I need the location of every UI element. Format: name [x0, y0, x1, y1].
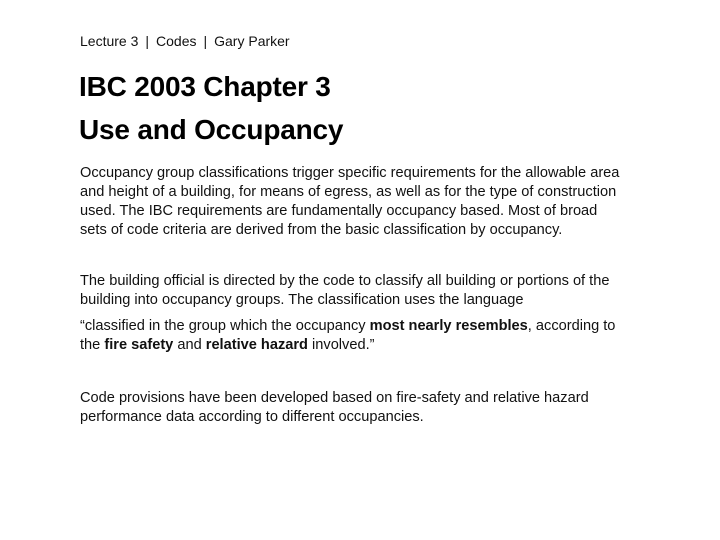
- text-line: Code provisions have been developed based on fire-safety and relative hazard: [80, 390, 589, 406]
- author-label: Gary Parker: [214, 33, 290, 49]
- slide-title-line-2: Use and Occupancy: [79, 114, 344, 145]
- lecture-label: Lecture 3: [80, 33, 139, 49]
- emphasis-relative-hazard: relative hazard: [205, 337, 308, 353]
- text-line: [80, 317, 650, 336]
- quote-text: and: [173, 337, 206, 353]
- text-line: sets of code criteria are derived from the basic classification by occupancy.: [80, 222, 563, 238]
- slide-title-line-1: IBC 2003 Chapter 3: [79, 71, 331, 102]
- paragraph-occupancy-classifications: [80, 164, 650, 240]
- slide-header: [80, 33, 290, 50]
- text-line: used. The IBC requirements are fundamentally occupancy based. Most of broad: [80, 203, 598, 219]
- text-line: The building official is directed by the code to classify all building or portions of the: [80, 273, 610, 289]
- quote-text: , according to: [527, 318, 616, 334]
- header-separator: |: [145, 33, 150, 49]
- paragraph-code-quote: [80, 317, 650, 355]
- paragraph-code-provisions: [80, 389, 650, 427]
- text-line: building into occupancy groups. The classification uses the language: [80, 292, 524, 308]
- text-line: and height of a building, for means of egress, as well as for the type of construction: [80, 184, 617, 200]
- paragraph-building-official: [80, 272, 650, 310]
- quote-text: the: [80, 337, 105, 353]
- text-line: Occupancy group classifications trigger specific requirements for the allowable area: [80, 165, 620, 181]
- topic-label: Codes: [156, 33, 197, 49]
- emphasis-most-nearly-resembles: most nearly resembles: [369, 318, 528, 334]
- quote-text: “classified in the group which the occupancy: [80, 318, 370, 334]
- emphasis-fire-safety: fire safety: [104, 337, 174, 353]
- text-line: performance data according to different occupancies.: [80, 409, 424, 425]
- text-line: [80, 336, 650, 355]
- header-separator: |: [203, 33, 208, 49]
- quote-text: involved.”: [307, 337, 375, 353]
